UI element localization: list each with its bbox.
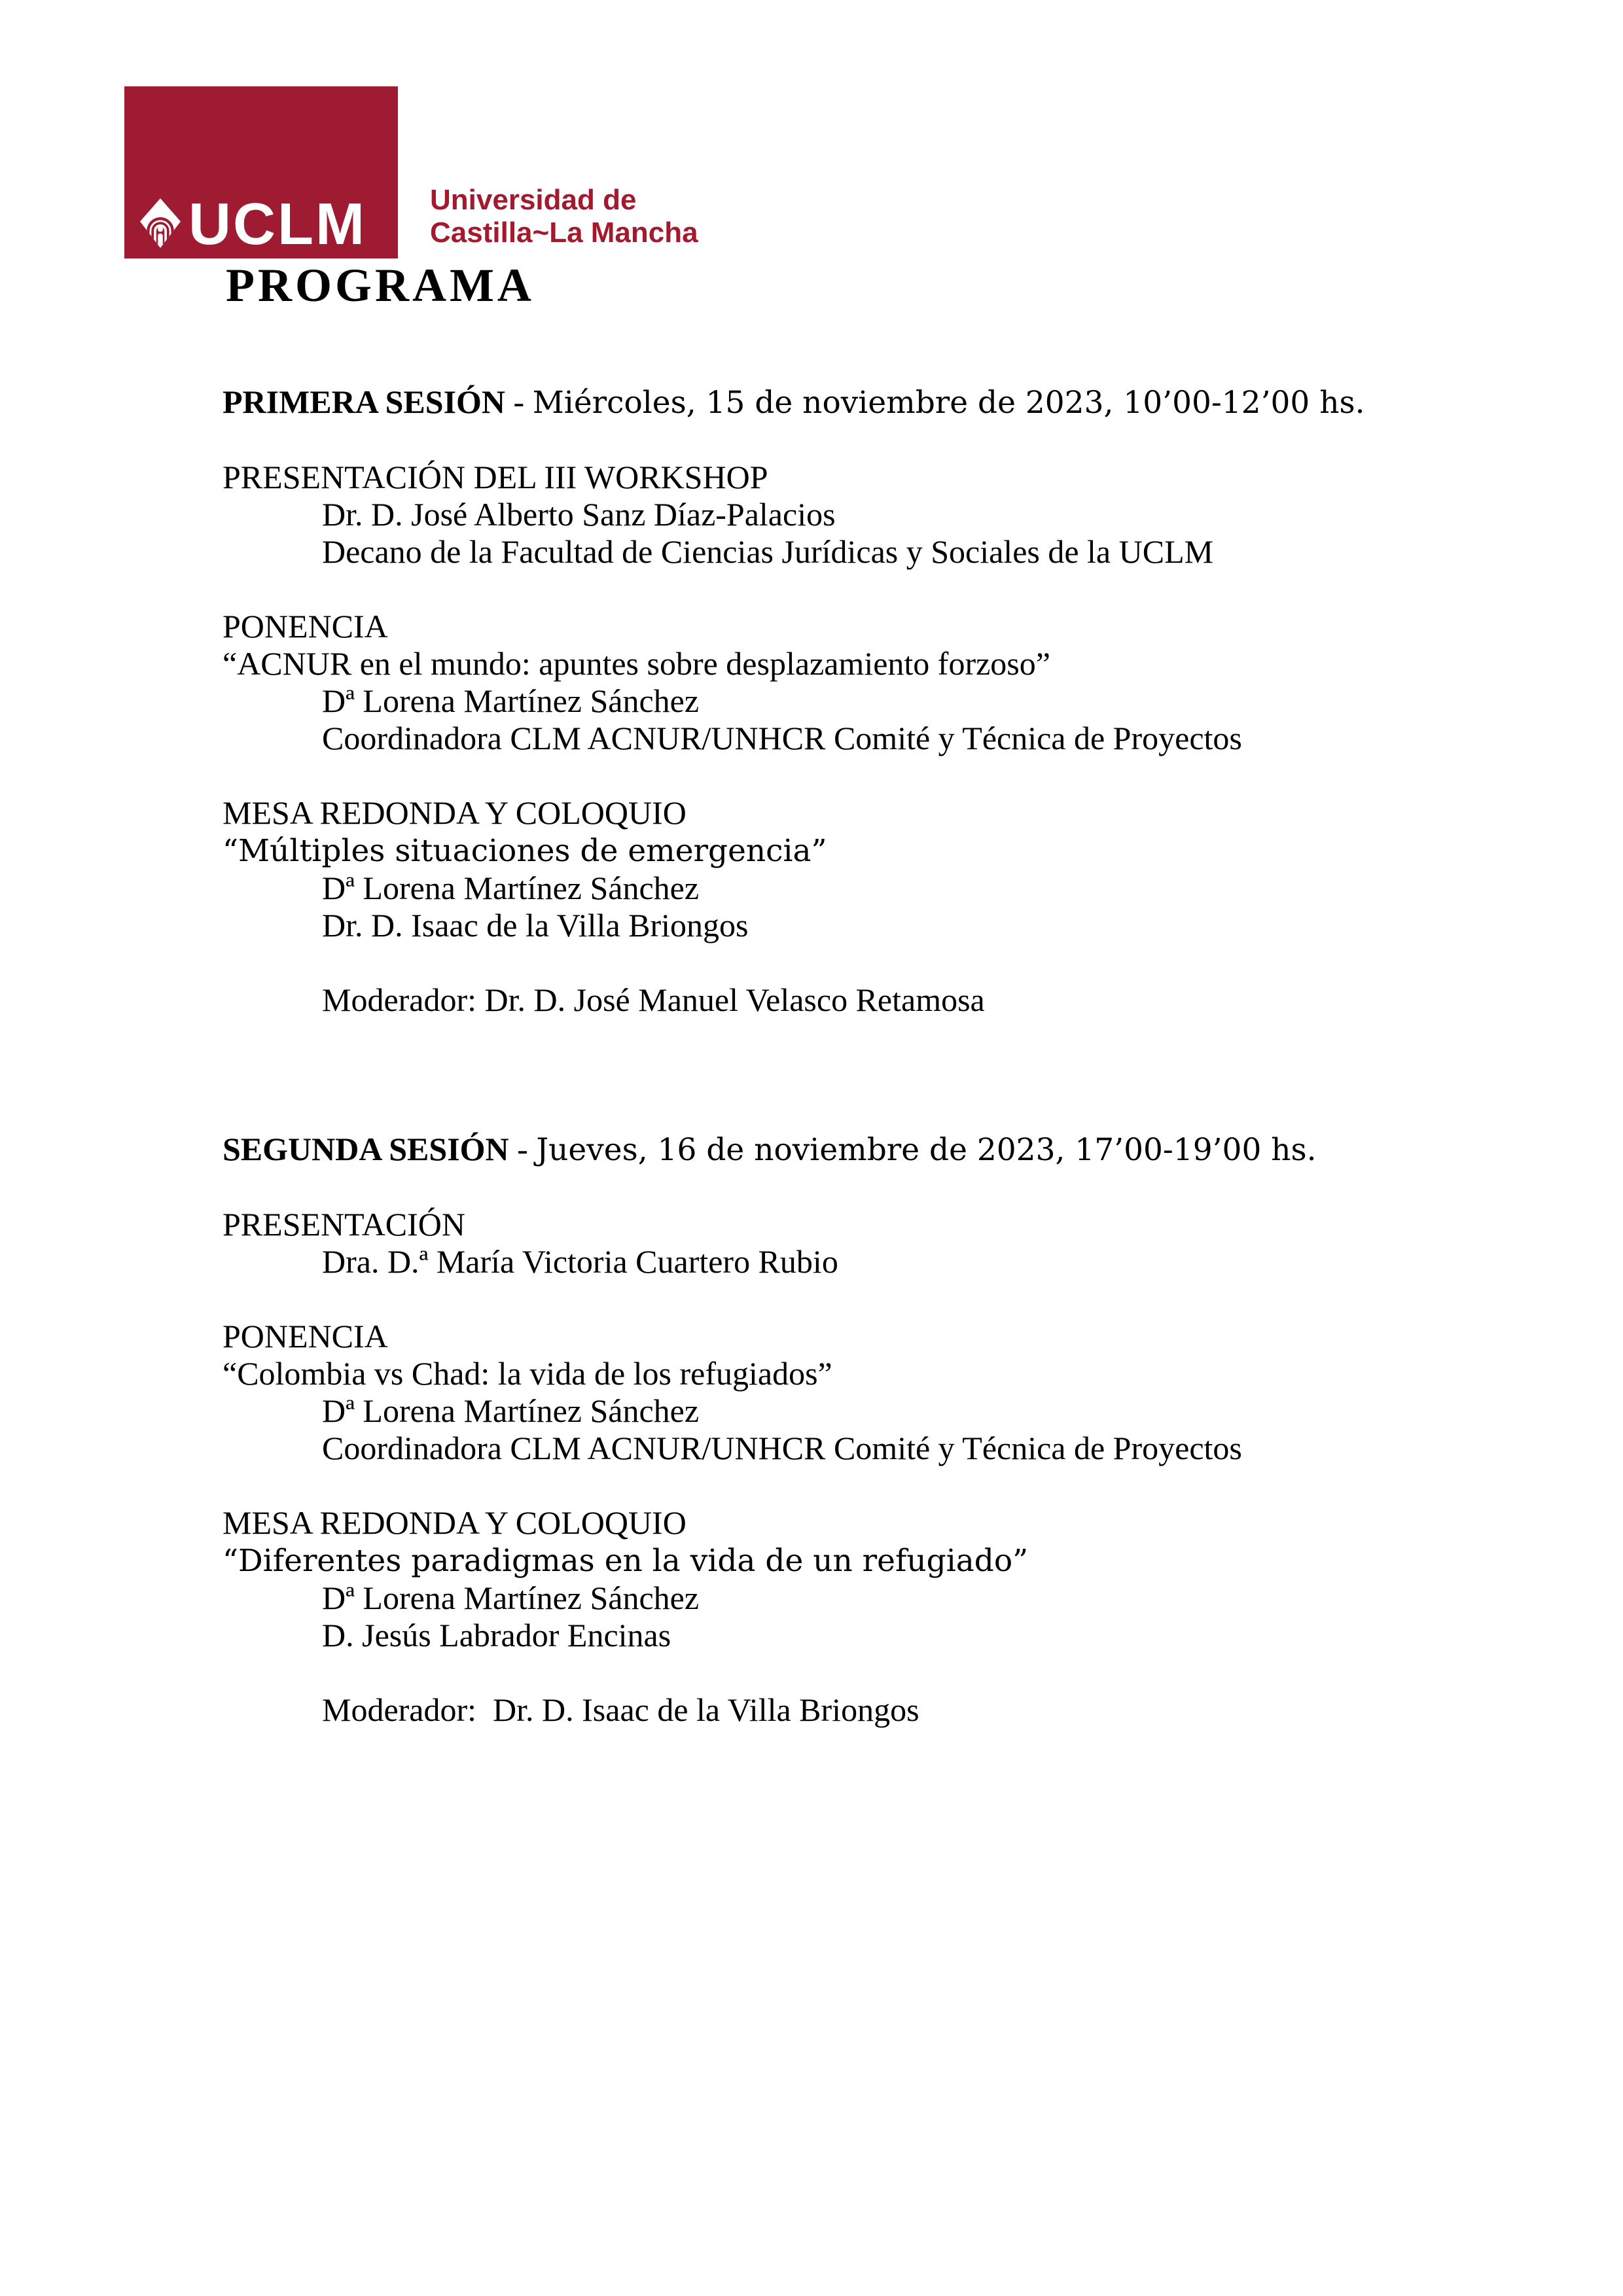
uclm-logo — [124, 86, 398, 258]
text-segment: “Diferentes paradigmas en la vida de un refugiado” — [223, 1543, 1029, 1579]
text-segment: Jueves, 16 de noviembre de 2023, 17’00-19’00 hs. — [536, 1132, 1317, 1168]
text-segment: Coordinadora CLM ACNUR/UNHCR Comité y Técnica de Proyectos — [322, 1430, 1242, 1466]
blank-line — [223, 757, 1420, 794]
program-line — [223, 870, 1420, 907]
program-line — [223, 1206, 1420, 1243]
blank-line — [223, 1654, 1420, 1691]
program-line — [223, 1504, 1420, 1542]
program-line — [223, 1318, 1420, 1355]
text-segment: “Colombia vs Chad: la vida de los refugiados” — [223, 1355, 832, 1392]
program-line — [223, 496, 1420, 533]
blank-line — [223, 1280, 1420, 1318]
text-segment: Moderador: Dr. D. José Manuel Velasco Retamosa — [322, 981, 985, 1018]
program-line — [223, 832, 1420, 870]
blank-line — [223, 1056, 1420, 1093]
program-line — [223, 645, 1420, 682]
text-segment: Dª Lorena Martínez Sánchez — [322, 870, 700, 906]
program-line — [223, 682, 1420, 720]
text-segment: PONENCIA — [223, 1318, 388, 1354]
university-name-line2: Castilla~La Mancha — [430, 217, 698, 249]
blank-line — [223, 1019, 1420, 1056]
blank-line — [223, 944, 1420, 981]
page-title: PROGRAMA — [226, 259, 535, 311]
text-segment: Miércoles, 15 de noviembre de 2023, 10’00-12’00 hs. — [532, 385, 1365, 421]
blank-line — [223, 1467, 1420, 1504]
text-segment: Moderador: Dr. D. Isaac de la Villa Briongos — [322, 1691, 919, 1728]
blank-line — [223, 571, 1420, 608]
text-segment: PRIMERA SESIÓN — [223, 383, 506, 420]
text-segment: PONENCIA — [223, 608, 388, 645]
program-line — [223, 1430, 1420, 1467]
text-segment: Dª Lorena Martínez Sánchez — [322, 682, 700, 719]
text-segment: Dª Lorena Martínez Sánchez — [322, 1580, 700, 1616]
text-segment: Coordinadora CLM ACNUR/UNHCR Comité y Técnica de Proyectos — [322, 720, 1242, 756]
program-document — [223, 383, 1420, 1729]
program-line — [223, 1131, 1420, 1169]
uclm-diamond-icon — [140, 198, 181, 249]
program-line — [223, 459, 1420, 496]
program-line — [223, 794, 1420, 832]
text-segment: SEGUNDA SESIÓN — [223, 1131, 509, 1167]
blank-line — [223, 1169, 1420, 1206]
text-segment: - — [505, 383, 533, 420]
program-line — [223, 1580, 1420, 1617]
blank-line — [223, 1093, 1420, 1131]
program-line — [223, 720, 1420, 757]
text-segment: Decano de la Facultad de Ciencias Jurídicas y Sociales de la UCLM — [322, 533, 1214, 570]
program-line — [223, 1392, 1420, 1430]
program-line — [223, 608, 1420, 645]
university-name-line1: Universidad de — [430, 184, 637, 216]
uclm-wordmark-text: UCLM — [188, 192, 366, 257]
program-line — [223, 1542, 1420, 1580]
program-line — [223, 533, 1420, 571]
university-name — [430, 184, 698, 249]
text-segment: PRESENTACIÓN DEL III WORKSHOP — [223, 459, 768, 495]
program-line — [223, 1243, 1420, 1280]
text-segment: “Múltiples situaciones de emergencia” — [223, 833, 827, 869]
program-line — [223, 981, 1420, 1019]
text-segment: Dr. D. José Alberto Sanz Díaz-Palacios — [322, 496, 836, 533]
program-line — [223, 1617, 1420, 1654]
text-segment: MESA REDONDA Y COLOQUIO — [223, 794, 687, 831]
text-segment: “ACNUR en el mundo: apuntes sobre desplazamiento forzoso” — [223, 645, 1050, 682]
text-segment: PRESENTACIÓN — [223, 1206, 466, 1243]
text-segment: Dr. D. Isaac de la Villa Briongos — [322, 907, 749, 944]
text-segment: Dra. D.ª María Victoria Cuartero Rubio — [322, 1243, 838, 1280]
text-segment: MESA REDONDA Y COLOQUIO — [223, 1504, 687, 1541]
text-segment: Dª Lorena Martínez Sánchez — [322, 1392, 700, 1429]
program-line — [223, 1691, 1420, 1729]
text-segment: - — [508, 1131, 537, 1167]
program-line — [223, 907, 1420, 944]
blank-line — [223, 421, 1420, 459]
text-segment: D. Jesús Labrador Encinas — [322, 1617, 671, 1653]
program-line — [223, 1355, 1420, 1392]
program-line — [223, 383, 1420, 421]
